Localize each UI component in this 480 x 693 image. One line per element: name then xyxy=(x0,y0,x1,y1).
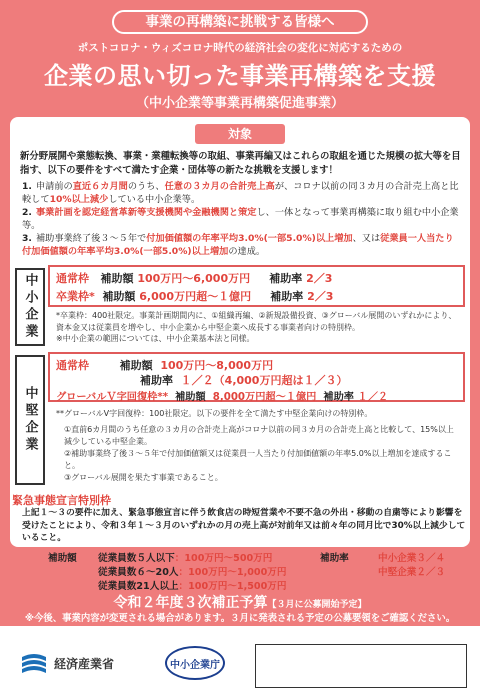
contact-box xyxy=(255,644,467,688)
mid-row-1b: 補助率 １／２（4,000万円超は１／３） xyxy=(140,374,348,387)
mid-row-2: グローバルＶ字回復枠** 補助額 8,000万円超～１億円 補助率 １／２ xyxy=(56,392,389,403)
emergency-label: 緊急事態宣言特別枠 xyxy=(12,494,111,507)
sme-agency-logo: 中小企業庁 xyxy=(165,646,225,680)
mid-note-3: ②補助事業終了後３～５年で付加価値額又は従業員一人当たり付加価値額の年率5.0%以上増加を達成すること。 xyxy=(64,449,452,470)
mid-note-4: ③グローバル展開を果たす事業であること。 xyxy=(64,473,223,482)
target-intro: 新分野展開や業態転換、事業・業種転換等の取組、事業再編又はこれらの取組を通じた規模の拡大等を目指す、以下の要件をすべて満たす企業・団体等の新たな挑戦を支援します！ xyxy=(20,151,461,176)
banner: 事業の再構築に挑戦する皆様へ xyxy=(112,10,368,34)
emergency-row-2: 従業員数６～20人：100万円～1,000万円 xyxy=(98,567,287,578)
notice-text: ※今後、事業内容が変更される場合があります。３月に発表される予定の公募要領をご確認ください。 xyxy=(24,613,456,624)
mid-note-2: ①直前6カ月間のうち任意の３カ月の合計売上高がコロナ以前の同３カ月の合計売上高と比較して、15%以上減少している中堅企業。 xyxy=(64,425,454,446)
emergency-text: 上記１～３の要件に加え、緊急事態宣言に伴う飲食店の時短営業や不要不急の外出・移動の自粛等により影響を受けたことにより、令和３年１～３月のいずれかの月の売上高が対前年又は前々年の同月比で30%以上減少していること。 xyxy=(22,508,466,543)
sme-side-label: 中小企業 xyxy=(15,268,45,346)
emergency-rate-label: 補助率 xyxy=(320,553,349,564)
requirement-2: 2. 事業計画を認定経営革新等支援機関や金融機関と策定し、一体となって事業再構築に取り組む中小企業等。 xyxy=(22,207,459,231)
mid-row-1a: 通常枠 補助額 100万円～8,000万円 xyxy=(56,359,274,372)
meti-logo: 経済産業省 xyxy=(20,651,114,675)
mid-note-1: **グローバルV字回復枠：100社限定。以下の要件を全て満たす中堅企業向けの特別枠。 xyxy=(56,409,373,418)
budget-line: 令和２年度３次補正予算【３月に公募開始予定】 xyxy=(113,595,367,611)
emergency-rate-2: 中堅企業２／３ xyxy=(378,567,446,578)
page-subtitle: （中小企業等事業再構築促進事業） xyxy=(135,96,344,111)
sme-note-1: *卒業枠：400社限定。事業計画期間内に、①組織再編、②新規設備投資、③グローバル展開のいずれかにより、資本金又は従業員を増やし、中小企業から中堅企業へ成長する事業者向けの特別枠。 xyxy=(56,311,457,332)
mid-side-label: 中堅企業 xyxy=(15,355,45,485)
requirement-1: 1. 申請前の直近６カ月間のうち、任意の３カ月の合計売上高が、コロナ以前の同３カ月の合計売上高と比較して10%以上減少している中小企業等。 xyxy=(22,181,459,205)
sme-row-1: 通常枠 補助額 100万円～6,000万円 補助率 2／3 xyxy=(56,272,333,285)
emergency-row-3: 従業員数21人以上：100万円～1,500万円 xyxy=(98,581,287,592)
emergency-amount-label: 補助額 xyxy=(48,553,77,564)
sme-row-2: 卒業枠* 補助額 6,000万円超～１億円 補助率 2／3 xyxy=(56,290,334,303)
sub-heading: ポストコロナ・ウィズコロナ時代の経済社会の変化に対応するための xyxy=(77,42,403,54)
requirement-3: 3. 補助事業終了後３～５年で付加価値額の年率平均3.0%(一部5.0%)以上増加、又は従業員一人当たり付加価値額の年率平均3.0%(一部5.0%)以上増加の達成。 xyxy=(22,233,454,257)
emergency-row-1: 従業員数５人以下：100万円～500万円 xyxy=(98,553,273,564)
target-label: 対象 xyxy=(195,124,285,144)
page-title: 企業の思い切った事業再構築を支援 xyxy=(44,62,436,90)
emergency-rate-1: 中小企業３／４ xyxy=(378,553,446,564)
meti-emblem-icon xyxy=(20,651,48,675)
sme-note-2: ※中小企業の範囲については、中小企業基本法と同様。 xyxy=(56,334,255,343)
